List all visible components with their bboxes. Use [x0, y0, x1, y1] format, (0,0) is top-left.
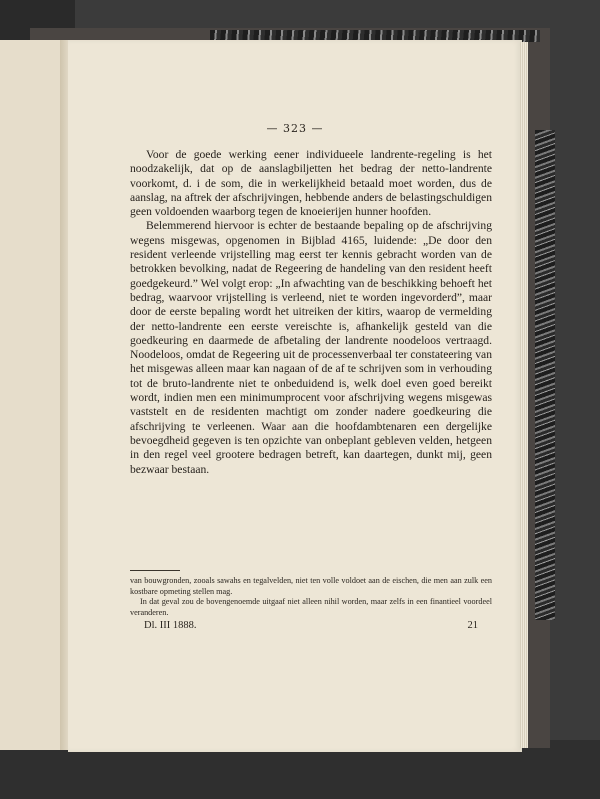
paragraph: Belemmerend hiervoor is echter de bestaande bepaling op de afschrijving wegens misgewas, opgenomen in Bijblad 4165, luidende: „De door den resident verleende vrijstelling mag eerst ter kennis gebracht worden van de betrokken bevolking, nadat de Regeering de handeling van den resident heeft goedgekeurd.” Wel volgt erop: „In afwachting van de beschikking behoeft het bedrag, waarvoor vrijstelling is verleend, niet te worden ingevorderd”, maar door de eerste bepaling wordt het uitreiken der kitirs, waarop de vermelding der netto-landrente een eerste vereischte is, afhankelijk gesteld van die goedkeuring en daarmede de afbetaling der landrente noodeloos vertraagd. Noodeloos, omdat de Regeering uit de processenverbaal ter constateering van het misgewas alleen maar kan nagaan of de af te schrijven som in verhouding tot de bruto-landrente niet te onbeduidend is, welk doel even goed bereikt wordt, indien men een minimumprocent voor afschrijving wegens misgewas vaststelt en de residenten machtigt om zonder nadere goedkeuring die afschrijving te verleenen. Waar aan die hoofdambtenaren een dergelijke bevoegdheid gegeven is ten opzichte van onbeplant gebleven velden, hetgeen in den regel veel grootere bedragen betreft, kan daartegen, dunkt mij, geen bezwaar bestaan.: [130, 219, 492, 476]
marbled-edge-right: [535, 130, 555, 620]
body-text: [130, 148, 492, 477]
volume-mark: Dl. III 1888.: [144, 620, 197, 631]
footnotes: [130, 576, 492, 618]
right-page: [68, 40, 522, 752]
footnote-divider: [130, 570, 180, 571]
sheet-number: 21: [467, 620, 478, 631]
footnote: In dat geval zou de bovengenoemde uitgaaf niet alleen nihil worden, maar zelfs in een finantieel voordeel veranderen.: [130, 597, 492, 617]
paragraph: Voor de goede werking eener individueele landrente-regeling is het noodzakelijk, dat op de aanslagbiljetten het bedrag der netto-landrente voorkomt, d. i de som, die in werkelijkheid betaald moet worden, dus de aanslag, na aftrek der afschrijvingen, hebbende anders de belastingschuldigen geen voldoenden waarborg tegen de knoeierijen hunner hoofden.: [130, 148, 492, 219]
left-page: [0, 40, 69, 750]
page-edge: [520, 42, 528, 748]
footnote: van bouwgronden, zooals sawahs en tegalvelden, niet ten volle voldoet aan de eischen, die men aan zulk een kostbare opmeting stellen mag.: [130, 576, 492, 596]
page-number: — 323 —: [266, 122, 324, 135]
